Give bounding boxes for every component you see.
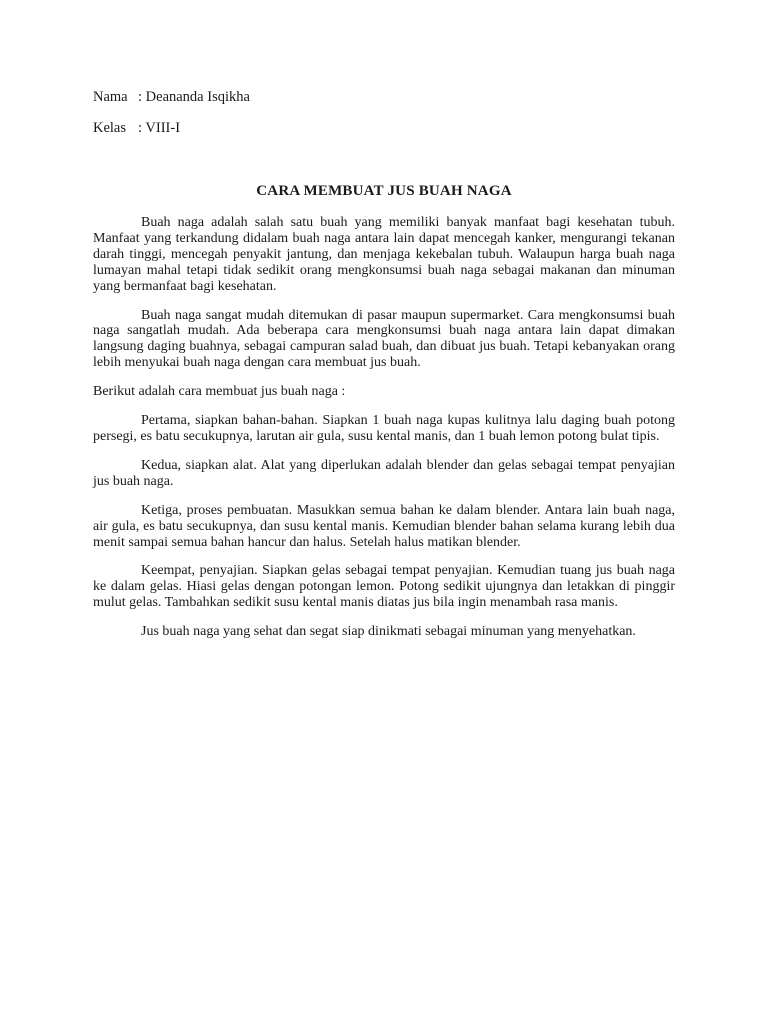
document-body xyxy=(93,215,675,653)
student-name-line xyxy=(93,88,250,106)
paragraph-step-3: Ketiga, proses pembuatan. Masukkan semua bahan ke dalam blender. Antara lain buah naga, air gula, es batu secukupnya, dan susu kental manis. Kemudian blender bahan selama kurang lebih dua menit sampai semua bahan hancur dan halus. Setelah halus matikan blender. xyxy=(93,502,675,550)
paragraph-step-4: Keempat, penyajian. Siapkan gelas sebagai tempat penyajian. Kemudian tuang jus buah naga ke dalam gelas. Hiasi gelas dengan potongan lemon. Potong sedikit ujungnya dan letakkan di pinggir mulut gelas. Tambahkan sedikit susu kental manis diatas jus bila ingin menambah rasa manis. xyxy=(93,563,675,611)
paragraph-intro: Buah naga adalah salah satu buah yang memiliki banyak manfaat bagi kesehatan tubuh. Manfaat yang terkandung didalam buah naga antara lain dapat mencegah kanker, mengurangi tekanan darah tinggi, mencegah penyakit jantung, dan menjaga kekebalan tubuh. Walaupun harga buah naga lumayan mahal tetapi tidak sedikit orang mengkonsumsi buah naga sebagai makanan dan minuman yang bermanfaat bagi kesehatan. xyxy=(93,215,675,294)
name-separator: : xyxy=(138,89,143,105)
paragraph-consumption: Buah naga sangat mudah ditemukan di pasar maupun supermarket. Cara mengkonsumsi buah naga sangatlah mudah. Ada beberapa cara mengkonsumsi buah naga antara lain dapat dimakan langsung daging buahnya, sebagai campuran salad buah, dan dibuat jus buah. Tetapi kebanyakan orang lebih menyukai buah naga dengan cara membuat jus buah. xyxy=(93,307,675,371)
student-name: Deananda Isqikha xyxy=(145,89,250,105)
name-label: Nama xyxy=(93,89,128,105)
document-title: CARA MEMBUAT JUS BUAH NAGA xyxy=(256,183,512,199)
student-class-line xyxy=(93,119,180,137)
paragraph-steps-intro: Berikut adalah cara membuat jus buah naga : xyxy=(93,384,346,400)
class-separator: : xyxy=(138,120,143,136)
paragraph-closing: Jus buah naga yang sehat dan segat siap dinikmati sebagai minuman yang menyehatkan. xyxy=(141,624,636,640)
class-label: Kelas xyxy=(93,120,127,136)
student-class: VIII-I xyxy=(145,120,181,136)
paragraph-step-1: Pertama, siapkan bahan-bahan. Siapkan 1 buah naga kupas kulitnya lalu daging buah potong persegi, es batu secukupnya, larutan air gula, susu kental manis, dan 1 buah lemon potong bulat tipis. xyxy=(93,413,675,444)
paragraph-step-2: Kedua, siapkan alat. Alat yang diperlukan adalah blender dan gelas sebagai tempat penyajian jus buah naga. xyxy=(93,457,675,489)
